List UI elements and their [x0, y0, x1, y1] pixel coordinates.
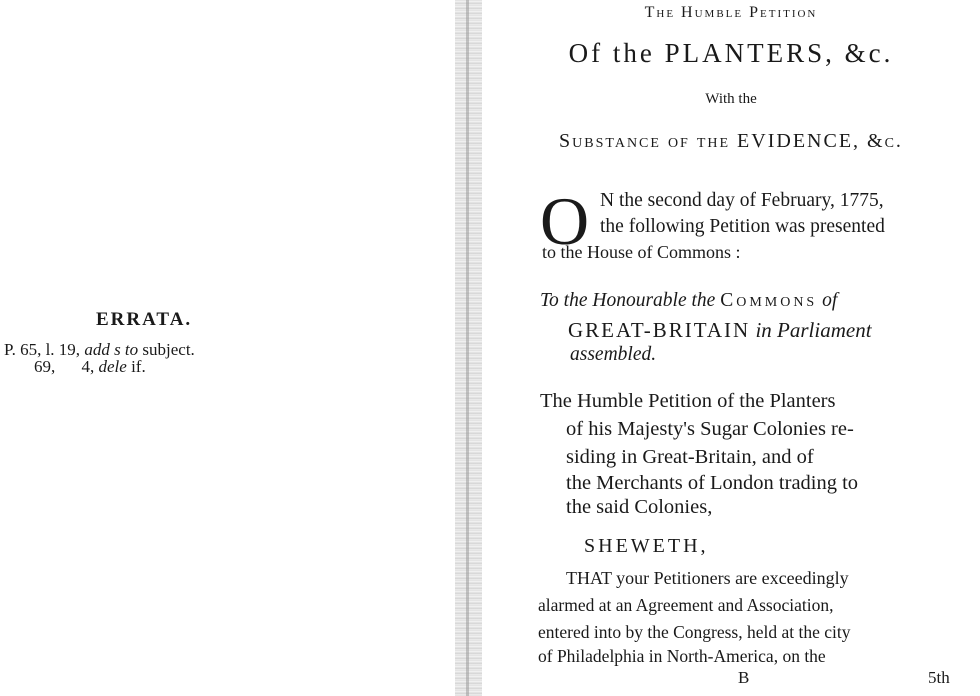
petition-line-1: The Humble Petition of the Planters — [540, 390, 836, 412]
intro-line-3: to the House of Commons : — [542, 242, 741, 262]
body-line-3: entered into by the Congress, held at the city — [538, 622, 851, 642]
petition-line-2: of his Majesty's Sugar Colonies re- — [566, 418, 854, 440]
petition-line-3: siding in Great-Britain, and of — [566, 446, 814, 468]
errata-title: ERRATA. — [96, 309, 193, 330]
body-line-1: THAT your Petitioners are exceedingly — [566, 568, 849, 588]
body-line-2: alarmed at an Agreement and Association, — [538, 595, 834, 615]
sheweth-heading: SHEWETH, — [584, 535, 709, 557]
petition-line-4: the Merchants of London trading to — [566, 472, 859, 494]
address-line-1: To the Honourable the Commons of — [540, 290, 838, 311]
body-line-4: of Philadelphia in North-America, on the — [538, 646, 826, 666]
errata-page-ref: P. 65, — [4, 340, 42, 359]
errata-word: if. — [131, 357, 146, 376]
signature-mark: B — [738, 668, 750, 687]
left-page — [0, 0, 455, 696]
heading-planters: Of the PLANTERS, &c. — [568, 38, 894, 68]
right-page — [482, 0, 980, 696]
errata-word: subject. — [142, 340, 195, 359]
heading-humble-petition: The Humble Petition — [644, 4, 818, 21]
errata-line-ref: l. 19, — [45, 340, 81, 359]
errata-line-ref: 4, — [81, 357, 95, 376]
gutter-shadow — [466, 0, 469, 696]
errata-page-ref: 69, — [34, 357, 56, 376]
heading-with-the: With the — [705, 91, 757, 107]
catchword: 5th — [928, 668, 950, 687]
errata-action: add s to — [84, 340, 139, 359]
address-line-3: assembled. — [570, 344, 657, 365]
address-line-2: GREAT-BRITAIN in Parliament — [568, 318, 872, 342]
errata-action: dele — [98, 357, 127, 376]
intro-line-2: the following Petition was presented — [600, 216, 885, 237]
petition-line-5: the said Colonies, — [566, 496, 713, 518]
intro-line-1: N the second day of February, 1775, — [600, 190, 884, 211]
errata-line-2 — [34, 357, 146, 377]
drop-cap: O — [540, 183, 590, 259]
heading-evidence: Substance of the EVIDENCE, &c. — [559, 130, 903, 152]
